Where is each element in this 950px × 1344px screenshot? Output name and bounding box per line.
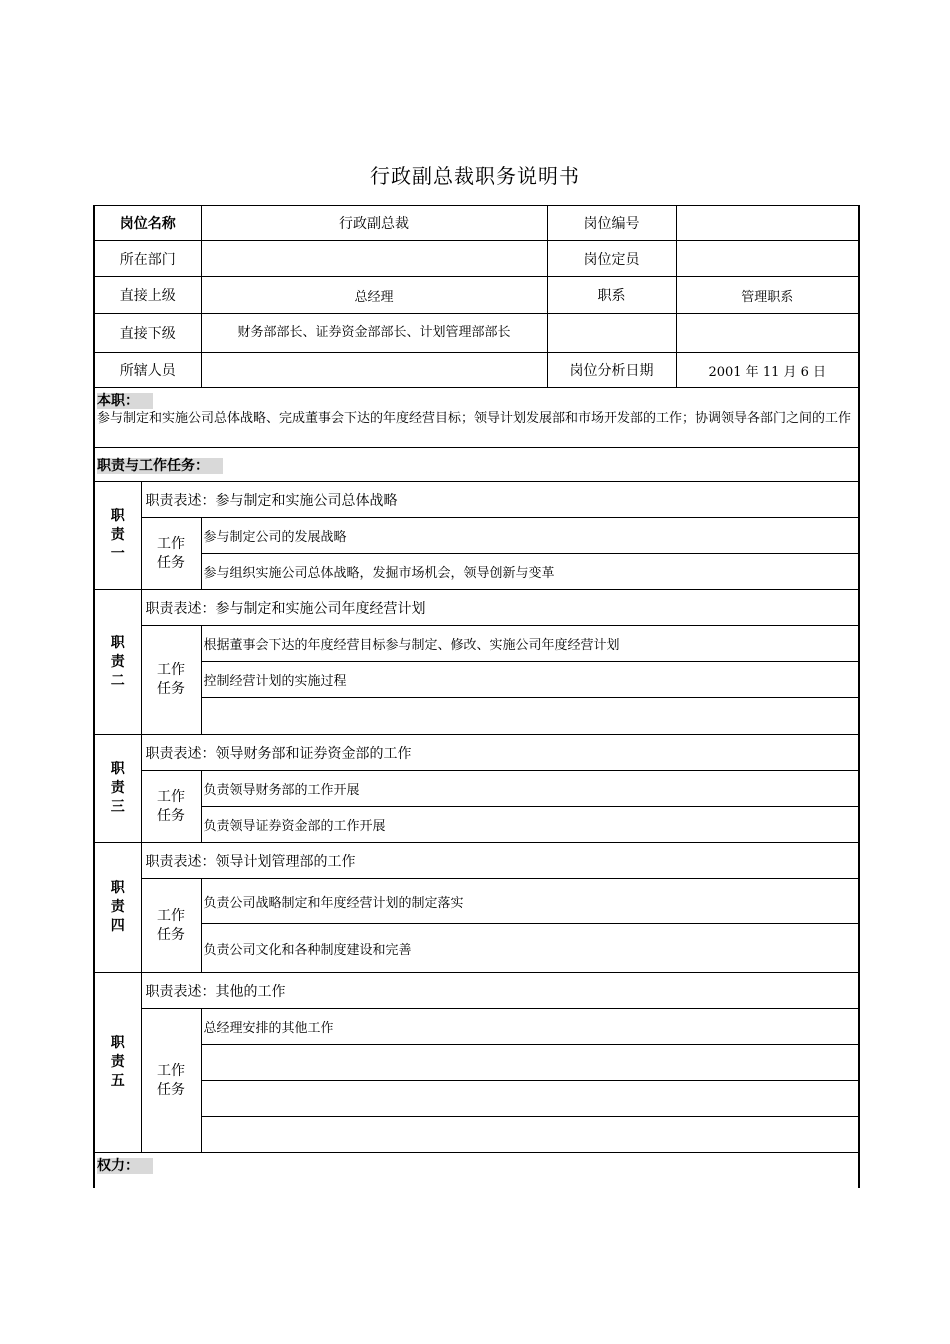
empty-cell	[676, 314, 859, 353]
work-tasks-label-text: 工作任务	[157, 662, 185, 697]
duty-3-statement-row	[94, 735, 859, 771]
core-duty-row	[94, 388, 859, 448]
header-row-1	[94, 206, 859, 241]
department-value	[201, 241, 547, 277]
duty-1-task-row	[94, 518, 859, 554]
work-tasks-label-text: 工作任务	[157, 907, 185, 943]
duty-1-task-2: 参与组织实施公司总体战略，发掘市场机会，领导创新与变革	[201, 554, 859, 590]
staff-label: 所辖人员	[94, 353, 201, 388]
work-tasks-label-text: 工作任务	[157, 535, 185, 571]
authority-cell	[94, 1153, 859, 1188]
duty-4-label-text: 职责四	[110, 880, 125, 934]
duty-2-task-row	[94, 698, 859, 735]
duty-2-task-row	[94, 626, 859, 662]
duty-2-task-2: 控制经营计划的实施过程	[201, 662, 859, 698]
duty-3-task-row	[94, 771, 859, 807]
duty-3-label	[94, 735, 141, 843]
duty-3-statement: 职责表述：领导财务部和证券资金部的工作	[141, 735, 859, 771]
job-description-table	[93, 205, 860, 1188]
analysis-date-label: 岗位分析日期	[547, 353, 676, 388]
duty-5-label	[94, 973, 141, 1153]
position-code-label: 岗位编号	[547, 206, 676, 241]
page-title: 行政副总裁职务说明书	[370, 164, 580, 188]
duties-section-label: 职责与工作任务：	[97, 458, 223, 474]
duty-5-task-2	[201, 1045, 859, 1081]
duty-4-label	[94, 843, 141, 973]
duty-5-task-3	[201, 1081, 859, 1117]
header-row-2	[94, 241, 859, 277]
superior-value: 总经理	[201, 277, 547, 314]
duty-3-work-tasks-label	[141, 771, 201, 843]
duty-3-label-text: 职责三	[110, 761, 125, 815]
duty-5-task-row	[94, 1045, 859, 1081]
duties-header-cell	[94, 448, 859, 482]
duty-4-task-row	[94, 924, 859, 973]
duty-1-work-tasks-label	[141, 518, 201, 590]
core-duty-label: 本职：	[97, 393, 153, 409]
superior-label: 直接上级	[94, 277, 201, 314]
analysis-date-value: 2001 年 11 月 6 日	[676, 353, 859, 388]
duty-5-statement-row	[94, 973, 859, 1009]
headcount-label: 岗位定员	[547, 241, 676, 277]
duties-header-row	[94, 448, 859, 482]
duty-1-statement-row	[94, 482, 859, 518]
work-tasks-label-text: 工作任务	[157, 1062, 185, 1098]
authority-row	[94, 1153, 859, 1188]
position-code-value	[676, 206, 859, 241]
duty-3-task-row	[94, 807, 859, 843]
duty-2-label-text: 职责二	[110, 634, 125, 689]
staff-value	[201, 353, 547, 388]
duty-2-task-3	[201, 698, 859, 735]
duty-5-work-tasks-label	[141, 1009, 201, 1153]
duty-5-task-row	[94, 1081, 859, 1117]
job-family-value: 管理职系	[676, 277, 859, 314]
duty-2-label	[94, 590, 141, 735]
duty-2-task-1: 根据董事会下达的年度经营目标参与制定、修改、实施公司年度经营计划	[201, 626, 859, 662]
duty-1-statement: 职责表述：参与制定和实施公司总体战略	[141, 482, 859, 518]
duty-4-task-1: 负责公司战略制定和年度经营计划的制定落实	[201, 879, 859, 924]
work-tasks-label-text: 工作任务	[157, 788, 185, 824]
duty-5-task-row	[94, 1117, 859, 1153]
empty-cell	[547, 314, 676, 353]
duty-4-statement-row	[94, 843, 859, 879]
job-family-label: 职系	[547, 277, 676, 314]
duty-4-task-2: 负责公司文化和各种制度建设和完善	[201, 924, 859, 973]
duty-5-task-4	[201, 1117, 859, 1153]
authority-label: 权力：	[97, 1158, 153, 1174]
duty-2-statement-row	[94, 590, 859, 626]
position-name-value: 行政副总裁	[201, 206, 547, 241]
core-duty-text: 参与制定和实施公司总体战略、完成董事会下达的年度经营目标；领导计划发展部和市场开发部的工作；协调领导各部门之间的工作	[97, 411, 852, 426]
headcount-value	[676, 241, 859, 277]
duty-5-label-text: 职责五	[110, 1035, 125, 1089]
duty-1-task-row	[94, 554, 859, 590]
duty-1-label-text: 职责一	[110, 508, 125, 562]
header-row-4	[94, 314, 859, 353]
department-label: 所在部门	[94, 241, 201, 277]
header-row-3	[94, 277, 859, 314]
duty-5-task-1: 总经理安排的其他工作	[201, 1009, 859, 1045]
header-row-5	[94, 353, 859, 388]
duty-1-task-1: 参与制定公司的发展战略	[201, 518, 859, 554]
duty-5-task-row	[94, 1009, 859, 1045]
duty-1-label	[94, 482, 141, 590]
duty-4-task-row	[94, 879, 859, 924]
duty-5-statement: 职责表述：其他的工作	[141, 973, 859, 1009]
duty-4-work-tasks-label	[141, 879, 201, 973]
duty-2-task-row	[94, 662, 859, 698]
duty-2-work-tasks-label	[141, 626, 201, 735]
position-name-label: 岗位名称	[94, 206, 201, 241]
duty-2-statement: 职责表述：参与制定和实施公司年度经营计划	[141, 590, 859, 626]
subordinate-value: 财务部部长、证券资金部部长、计划管理部部长	[201, 314, 547, 353]
duty-4-statement: 职责表述：领导计划管理部的工作	[141, 843, 859, 879]
core-duty-cell	[94, 388, 859, 448]
duty-3-task-2: 负责领导证券资金部的工作开展	[201, 807, 859, 843]
duty-3-task-1: 负责领导财务部的工作开展	[201, 771, 859, 807]
subordinate-label: 直接下级	[94, 314, 201, 353]
